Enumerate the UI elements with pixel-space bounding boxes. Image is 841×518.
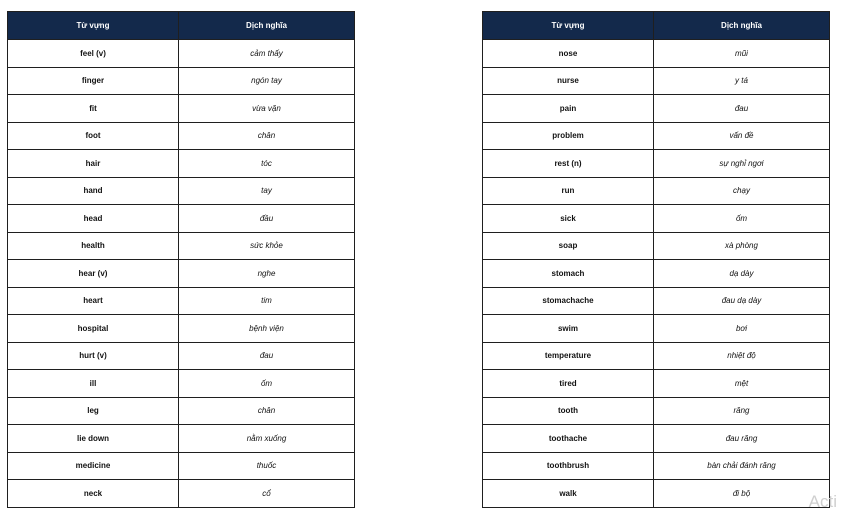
vocab-word: stomach [483, 260, 654, 288]
vocab-word: temperature [483, 342, 654, 370]
vocab-meaning: đầu [179, 205, 355, 233]
table-row [483, 342, 830, 370]
table-row [8, 260, 355, 288]
table-row [8, 287, 355, 315]
vocab-table-right [482, 11, 830, 508]
vocab-meaning: răng [654, 397, 830, 425]
table-row [483, 122, 830, 150]
vocab-meaning: ốm [179, 370, 355, 398]
table-row [8, 425, 355, 453]
vocab-meaning: ngón tay [179, 67, 355, 95]
table-row [8, 342, 355, 370]
table-row [8, 67, 355, 95]
vocab-word: soap [483, 232, 654, 260]
table-row [483, 205, 830, 233]
table-row [483, 370, 830, 398]
vocab-meaning: nghe [179, 260, 355, 288]
vocab-word: foot [8, 122, 179, 150]
vocab-meaning: thuốc [179, 452, 355, 480]
column-header-meaning: Dịch nghĩa [654, 12, 830, 40]
vocab-meaning: cảm thấy [179, 40, 355, 68]
table-row [8, 232, 355, 260]
vocab-word: toothbrush [483, 452, 654, 480]
vocab-word: health [8, 232, 179, 260]
vocab-meaning: tay [179, 177, 355, 205]
vocab-meaning: đau [179, 342, 355, 370]
table-row [8, 480, 355, 508]
vocab-meaning: đau răng [654, 425, 830, 453]
table-row [483, 452, 830, 480]
table-row [483, 480, 830, 508]
vocab-word: hair [8, 150, 179, 178]
vocab-word: pain [483, 95, 654, 123]
table-row [8, 150, 355, 178]
vocab-word: leg [8, 397, 179, 425]
table-row [8, 177, 355, 205]
vocab-meaning: sự nghỉ ngơi [654, 150, 830, 178]
table-row [483, 397, 830, 425]
vocab-meaning: đi bộ [654, 480, 830, 508]
table-row [483, 315, 830, 343]
vocab-meaning: chạy [654, 177, 830, 205]
vocab-meaning: vấn đề [654, 122, 830, 150]
activation-watermark: Acti [808, 492, 837, 511]
vocab-meaning: nhiệt độ [654, 342, 830, 370]
vocab-meaning: mũi [654, 40, 830, 68]
vocab-word: walk [483, 480, 654, 508]
table-row [8, 95, 355, 123]
table-row [483, 95, 830, 123]
table-row [8, 40, 355, 68]
table-row [483, 232, 830, 260]
table-row [8, 370, 355, 398]
vocab-word: problem [483, 122, 654, 150]
vocab-meaning: ốm [654, 205, 830, 233]
vocab-word: medicine [8, 452, 179, 480]
vocab-meaning: dạ dày [654, 260, 830, 288]
vocab-meaning: y tá [654, 67, 830, 95]
table-row [483, 260, 830, 288]
vocab-meaning: bơi [654, 315, 830, 343]
vocab-word: feel (v) [8, 40, 179, 68]
vocab-meaning: tim [179, 287, 355, 315]
table-row [8, 205, 355, 233]
vocab-meaning: nằm xuống [179, 425, 355, 453]
vocab-word: swim [483, 315, 654, 343]
table-header-row [8, 12, 355, 40]
vocab-word: ill [8, 370, 179, 398]
column-header-meaning: Dịch nghĩa [179, 12, 355, 40]
vocab-word: nose [483, 40, 654, 68]
vocab-word: tired [483, 370, 654, 398]
vocab-meaning: chân [179, 397, 355, 425]
table-row [483, 425, 830, 453]
vocab-word: tooth [483, 397, 654, 425]
vocab-meaning: đau dạ dày [654, 287, 830, 315]
table-row [8, 397, 355, 425]
vocab-meaning: bàn chải đánh răng [654, 452, 830, 480]
vocab-word: run [483, 177, 654, 205]
vocab-word: nurse [483, 67, 654, 95]
vocab-word: lie down [8, 425, 179, 453]
vocab-word: rest (n) [483, 150, 654, 178]
vocab-meaning: cổ [179, 480, 355, 508]
vocab-meaning: chân [179, 122, 355, 150]
vocab-word: neck [8, 480, 179, 508]
table-row [483, 40, 830, 68]
table-row [483, 150, 830, 178]
vocab-word: hurt (v) [8, 342, 179, 370]
vocab-meaning: vừa vặn [179, 95, 355, 123]
vocab-meaning: bệnh viện [179, 315, 355, 343]
vocab-word: fit [8, 95, 179, 123]
table-header-row [483, 12, 830, 40]
vocab-word: hospital [8, 315, 179, 343]
vocab-table-body-right [483, 40, 830, 508]
table-row [483, 287, 830, 315]
column-header-word: Từ vựng [8, 12, 179, 40]
vocab-table-left [7, 11, 355, 508]
vocab-word: sick [483, 205, 654, 233]
column-header-word: Từ vựng [483, 12, 654, 40]
vocab-meaning: tóc [179, 150, 355, 178]
vocab-meaning: đau [654, 95, 830, 123]
vocab-word: hand [8, 177, 179, 205]
vocab-word: heart [8, 287, 179, 315]
vocab-meaning: xà phòng [654, 232, 830, 260]
vocab-meaning: sức khỏe [179, 232, 355, 260]
vocab-word: stomachache [483, 287, 654, 315]
vocab-word: finger [8, 67, 179, 95]
vocab-word: hear (v) [8, 260, 179, 288]
vocab-meaning: mệt [654, 370, 830, 398]
table-row [8, 315, 355, 343]
table-row [483, 67, 830, 95]
vocab-word: head [8, 205, 179, 233]
vocab-table-body-left [8, 40, 355, 508]
table-row [8, 452, 355, 480]
table-row [483, 177, 830, 205]
vocab-word: toothache [483, 425, 654, 453]
table-row [8, 122, 355, 150]
